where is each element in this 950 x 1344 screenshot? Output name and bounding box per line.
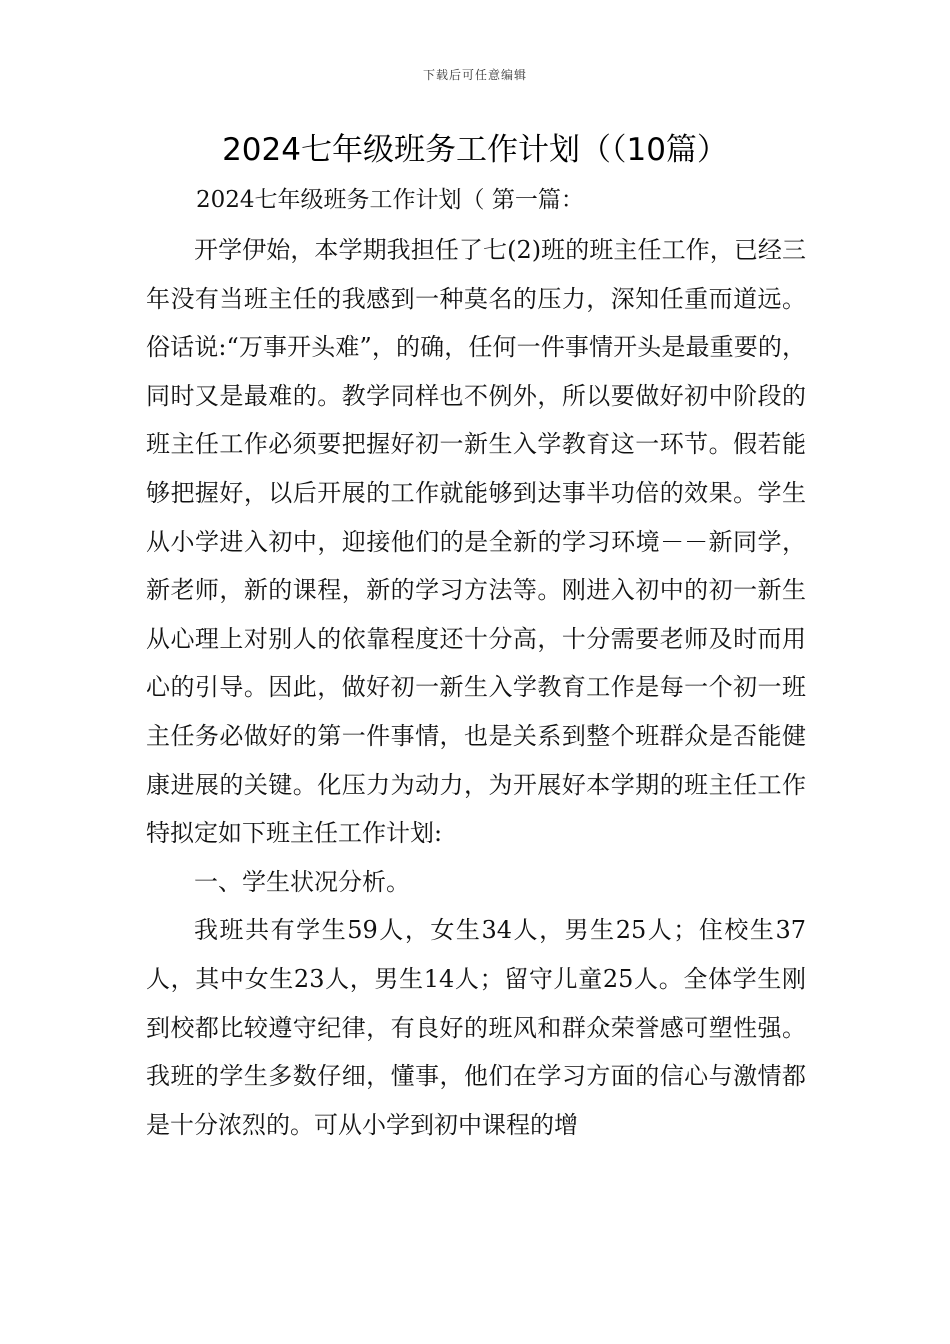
header-note: 下载后可任意编辑 [422,68,527,82]
section-heading-student-analysis: 一、学生状况分析。 [194,867,410,896]
document-body [146,226,806,1149]
document-title: 2024七年级班务工作计划（（10篇） [222,132,728,168]
paragraph-intro: 开学伊始，本学期我担任了七(2)班的班主任工作，已经三年没有当班主任的我感到一种莫名的压力，深知任重而道远。俗话说:“万事开头难”，的确，任何一件事情开头是最重要的，同时又是最难的。教学同样也不例外，所以要做好初中阶段的班主任工作必须要把握好初一新生入学教育这一环节。假若能够把握好，以后开展的工作就能够到达事半功倍的效果。学生从小学进入初中，迎接他们的是全新的学习环境－－新同学，新老师，新的课程，新的学习方法等。刚进入初中的初一新生从心理上对别人的依靠程度还十分高，十分需要老师及时而用心的引导。因此，做好初一新生入学教育工作是每一个初一班主任务必做好的第一件事情，也是关系到整个班群众是否能健康进展的关键。化压力为动力，为开展好本学期的班主任工作特拟定如下班主任工作计划: [146,236,806,848]
section-subtitle: 2024七年级班务工作计划（ 第一篇： [196,187,584,213]
paragraph-student-analysis: 我班共有学生59人，女生34人，男生25人；住校生37人，其中女生23人，男生14人；留守儿童25人。全体学生刚到校都比较遵守纪律，有良好的班风和群众荣誉感可塑性强。我班的学生多数仔细，懂事，他们在学习方面的信心与激情都是十分浓烈的。可从小学到初中课程的增 [146,916,806,1139]
